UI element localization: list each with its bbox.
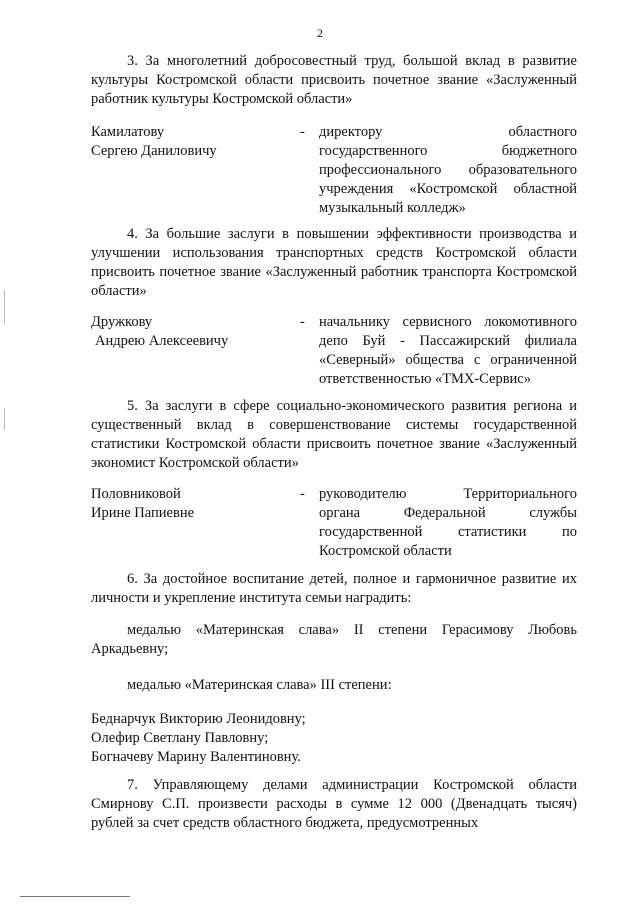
paragraph-3 xyxy=(91,52,577,109)
medal-second-degree xyxy=(91,621,577,659)
position-line: Костромской области xyxy=(319,543,452,559)
position-line: начальнику сервисного локомотивного xyxy=(319,314,577,330)
dash: - xyxy=(300,486,305,502)
paragraph-4-text: 4. За большие заслуги в повышении эффективности производства и улучшении использования транспортных средств Костромской области присвоить почетное звание «Заслуженный работник транспорта Костромской области» xyxy=(91,226,577,299)
position-line: государственной статистики по xyxy=(319,524,577,540)
medal-second-degree-text: медалью «Материнская слава» II степени Герасимову Любовь Аркадьевну; xyxy=(91,622,577,657)
list-item: Богначеву Марину Валентиновну. xyxy=(91,749,301,765)
position-line: профессионального образовательного xyxy=(319,162,577,178)
paragraph-7-text: 7. Управляющему делами администрации Костромской области Смирнову С.П. произвести расходы в сумме 12 000 (Двенадцать тысяч) рублей за счет средств областного бюджета, предусмотренных xyxy=(91,777,577,831)
recipient-given-names: Ирине Папиевне xyxy=(91,505,195,521)
position-line: депо Буй - Пассажирский филиала xyxy=(319,333,577,349)
footer-rule xyxy=(20,896,130,897)
award-entry-transport xyxy=(91,313,577,389)
recipient-surname: Камилатову xyxy=(91,124,165,140)
recipient-name xyxy=(91,123,291,161)
award-entry-economist xyxy=(91,485,577,561)
recipient-given-names: Андрею Алексеевичу xyxy=(95,333,229,349)
recipient-name xyxy=(91,313,291,351)
paragraph-3-text: 3. За многолетний добросовестный труд, большой вклад в развитие культуры Костромской области присвоить почетное звание «Заслуженный работник культуры Костромской области» xyxy=(91,53,577,107)
position-line: музыкальный колледж» xyxy=(319,200,466,216)
award-entry-culture xyxy=(91,123,577,218)
position-line: ответственностью «ТМХ-Сервис» xyxy=(319,371,531,387)
paragraph-7 xyxy=(91,776,577,833)
recipient-position xyxy=(319,485,577,561)
paragraph-6-text: 6. За достойное воспитание детей, полное и гармоничное развитие их личности и укрепление института семьи наградить: xyxy=(91,571,577,606)
scan-margin-mark xyxy=(4,408,5,430)
dash: - xyxy=(300,124,305,140)
recipient-position xyxy=(319,123,577,218)
recipient-given-names: Сергею Даниловичу xyxy=(91,143,217,159)
recipient-position xyxy=(319,313,577,389)
medal-third-degree: медалью «Материнская слава» III степени: xyxy=(127,677,392,693)
dash: - xyxy=(300,314,305,330)
position-line: государственного бюджетного xyxy=(319,143,577,159)
recipient-surname: Дружкову xyxy=(91,314,153,330)
paragraph-5-text: 5. За заслуги в сфере социально-экономического развития региона и существенный вклад в совершенствование системы государственной статистики Костромской области присвоить почетное звание «Заслуженный экономист Костромской области» xyxy=(91,398,577,471)
position-line: руководителю Территориального xyxy=(319,486,577,502)
position-line: директору областного xyxy=(319,124,577,140)
paragraph-4 xyxy=(91,225,577,301)
paragraph-5 xyxy=(91,397,577,473)
list-item: Олефир Светлану Павловну; xyxy=(91,730,269,746)
page-number: 2 xyxy=(317,26,323,40)
position-line: «Северный» общества с ограниченной xyxy=(319,352,577,368)
scan-margin-mark xyxy=(4,290,5,324)
recipient-name xyxy=(91,485,291,523)
recipient-surname: Половниковой xyxy=(91,486,181,502)
position-line: учреждения «Костромской областной xyxy=(319,181,577,197)
position-line: органа Федеральной службы xyxy=(319,505,577,521)
list-item: Беднарчук Викторию Леонидовну; xyxy=(91,711,306,727)
paragraph-6 xyxy=(91,570,577,608)
